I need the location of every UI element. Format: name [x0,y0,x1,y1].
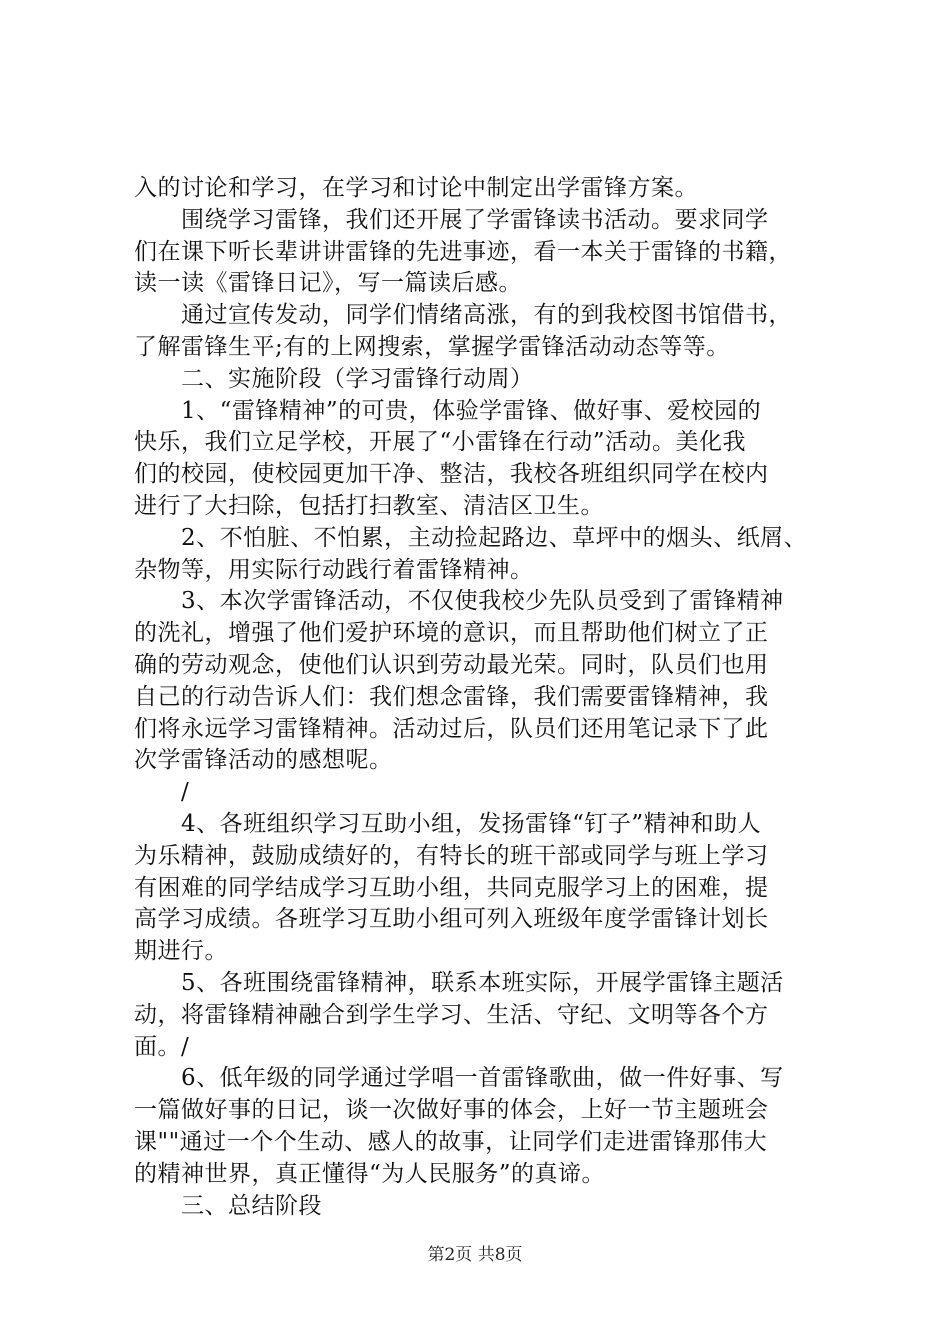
text-line: 面。/ [134,1033,190,1060]
text-line: 4、各班组织学习互助小组，发扬雷锋“钉子”精神和助人 [181,810,762,837]
text-line: 动，将雷锋精神融合到学生学习、生活、守纪、文明等各个方 [134,1001,769,1028]
text-line: 3、本次学雷锋活动，不仅使我校少先队员受到了雷锋精神 [181,588,784,615]
text-line: 的精神世界，真正懂得“为人民服务”的真谛。 [134,1160,606,1187]
text-line: 为乐精神，鼓励成绩好的，有特长的班干部或同学与班上学习 [134,842,769,869]
document-body [134,173,834,1222]
text-line: 们的校园，使校园更加干净、整洁，我校各班组织同学在校内 [134,461,769,488]
text-line: / [181,779,190,806]
text-line: 期进行。 [134,938,228,965]
text-line: 有困难的同学结成学习互助小组，共同克服学习上的困难，提 [134,874,769,901]
text-line: 进行了大扫除，包括打扫教室、清洁区卫生。 [134,492,604,519]
text-line: 了解雷锋生平;有的上网搜索，掌握学雷锋活动动态等等。 [134,333,730,360]
text-line: 通过宣传发动，同学们情绪高涨，有的到我校图书馆借书， [181,302,792,329]
text-line: 们在课下听长辈讲讲雷锋的先进事迹，看一本关于雷锋的书籍， [134,238,792,265]
text-line: 围绕学习雷锋，我们还开展了学雷锋读书活动。要求同学 [181,206,769,233]
text-line: 杂物等，用实际行动践行着雷锋精神。 [134,556,534,583]
text-line: 2、不怕脏、不怕累，主动捡起路边、草坪中的烟头、纸屑、 [181,524,808,551]
text-line: 1、“雷锋精神”的可贵，体验学雷锋、做好事、爱校园的 [181,397,762,424]
text-line: 确的劳动观念，使他们认识到劳动最光荣。同时，队员们也用 [134,651,769,678]
text-line: 自己的行动告诉人们：我们想念雷锋，我们需要雷锋精神，我 [134,683,769,710]
text-line: 入的讨论和学习，在学习和讨论中制定出学雷锋方案。 [134,175,698,201]
text-line: 高学习成绩。各班学习互助小组可列入班级年度学雷锋计划长 [134,906,769,933]
text-line: 快乐，我们立足学校，开展了“小雷锋在行动”活动。美化我 [134,429,747,456]
text-line: 次学雷锋活动的感想呢。 [134,747,393,774]
text-line: 6、低年级的同学通过学唱一首雷锋歌曲，做一件好事、写 [181,1065,784,1092]
section-heading: 三、总结阶段 [181,1192,322,1219]
text-line: 读一读《雷锋日记》，写一篇读后感。 [134,270,522,297]
section-heading: 二、实施阶段（学习雷锋行动周） [181,365,534,392]
text-line: 的洗礼，增强了他们爱护环境的意识，而且帮助他们树立了正 [134,620,769,647]
text-line: 一篇做好事的日记，谈一次做好事的体会，上好一节主题班会 [134,1097,769,1124]
text-line: 们将永远学习雷锋精神。活动过后，队员们还用笔记录下了此 [134,715,769,742]
page-footer: 第2页 共8页 [427,1245,523,1265]
text-line: 课""通过一个个生动、感人的故事，让同学们走进雷锋那伟大 [134,1128,768,1155]
text-line: 5、各班围绕雷锋精神，联系本班实际，开展学雷锋主题活 [181,969,784,996]
